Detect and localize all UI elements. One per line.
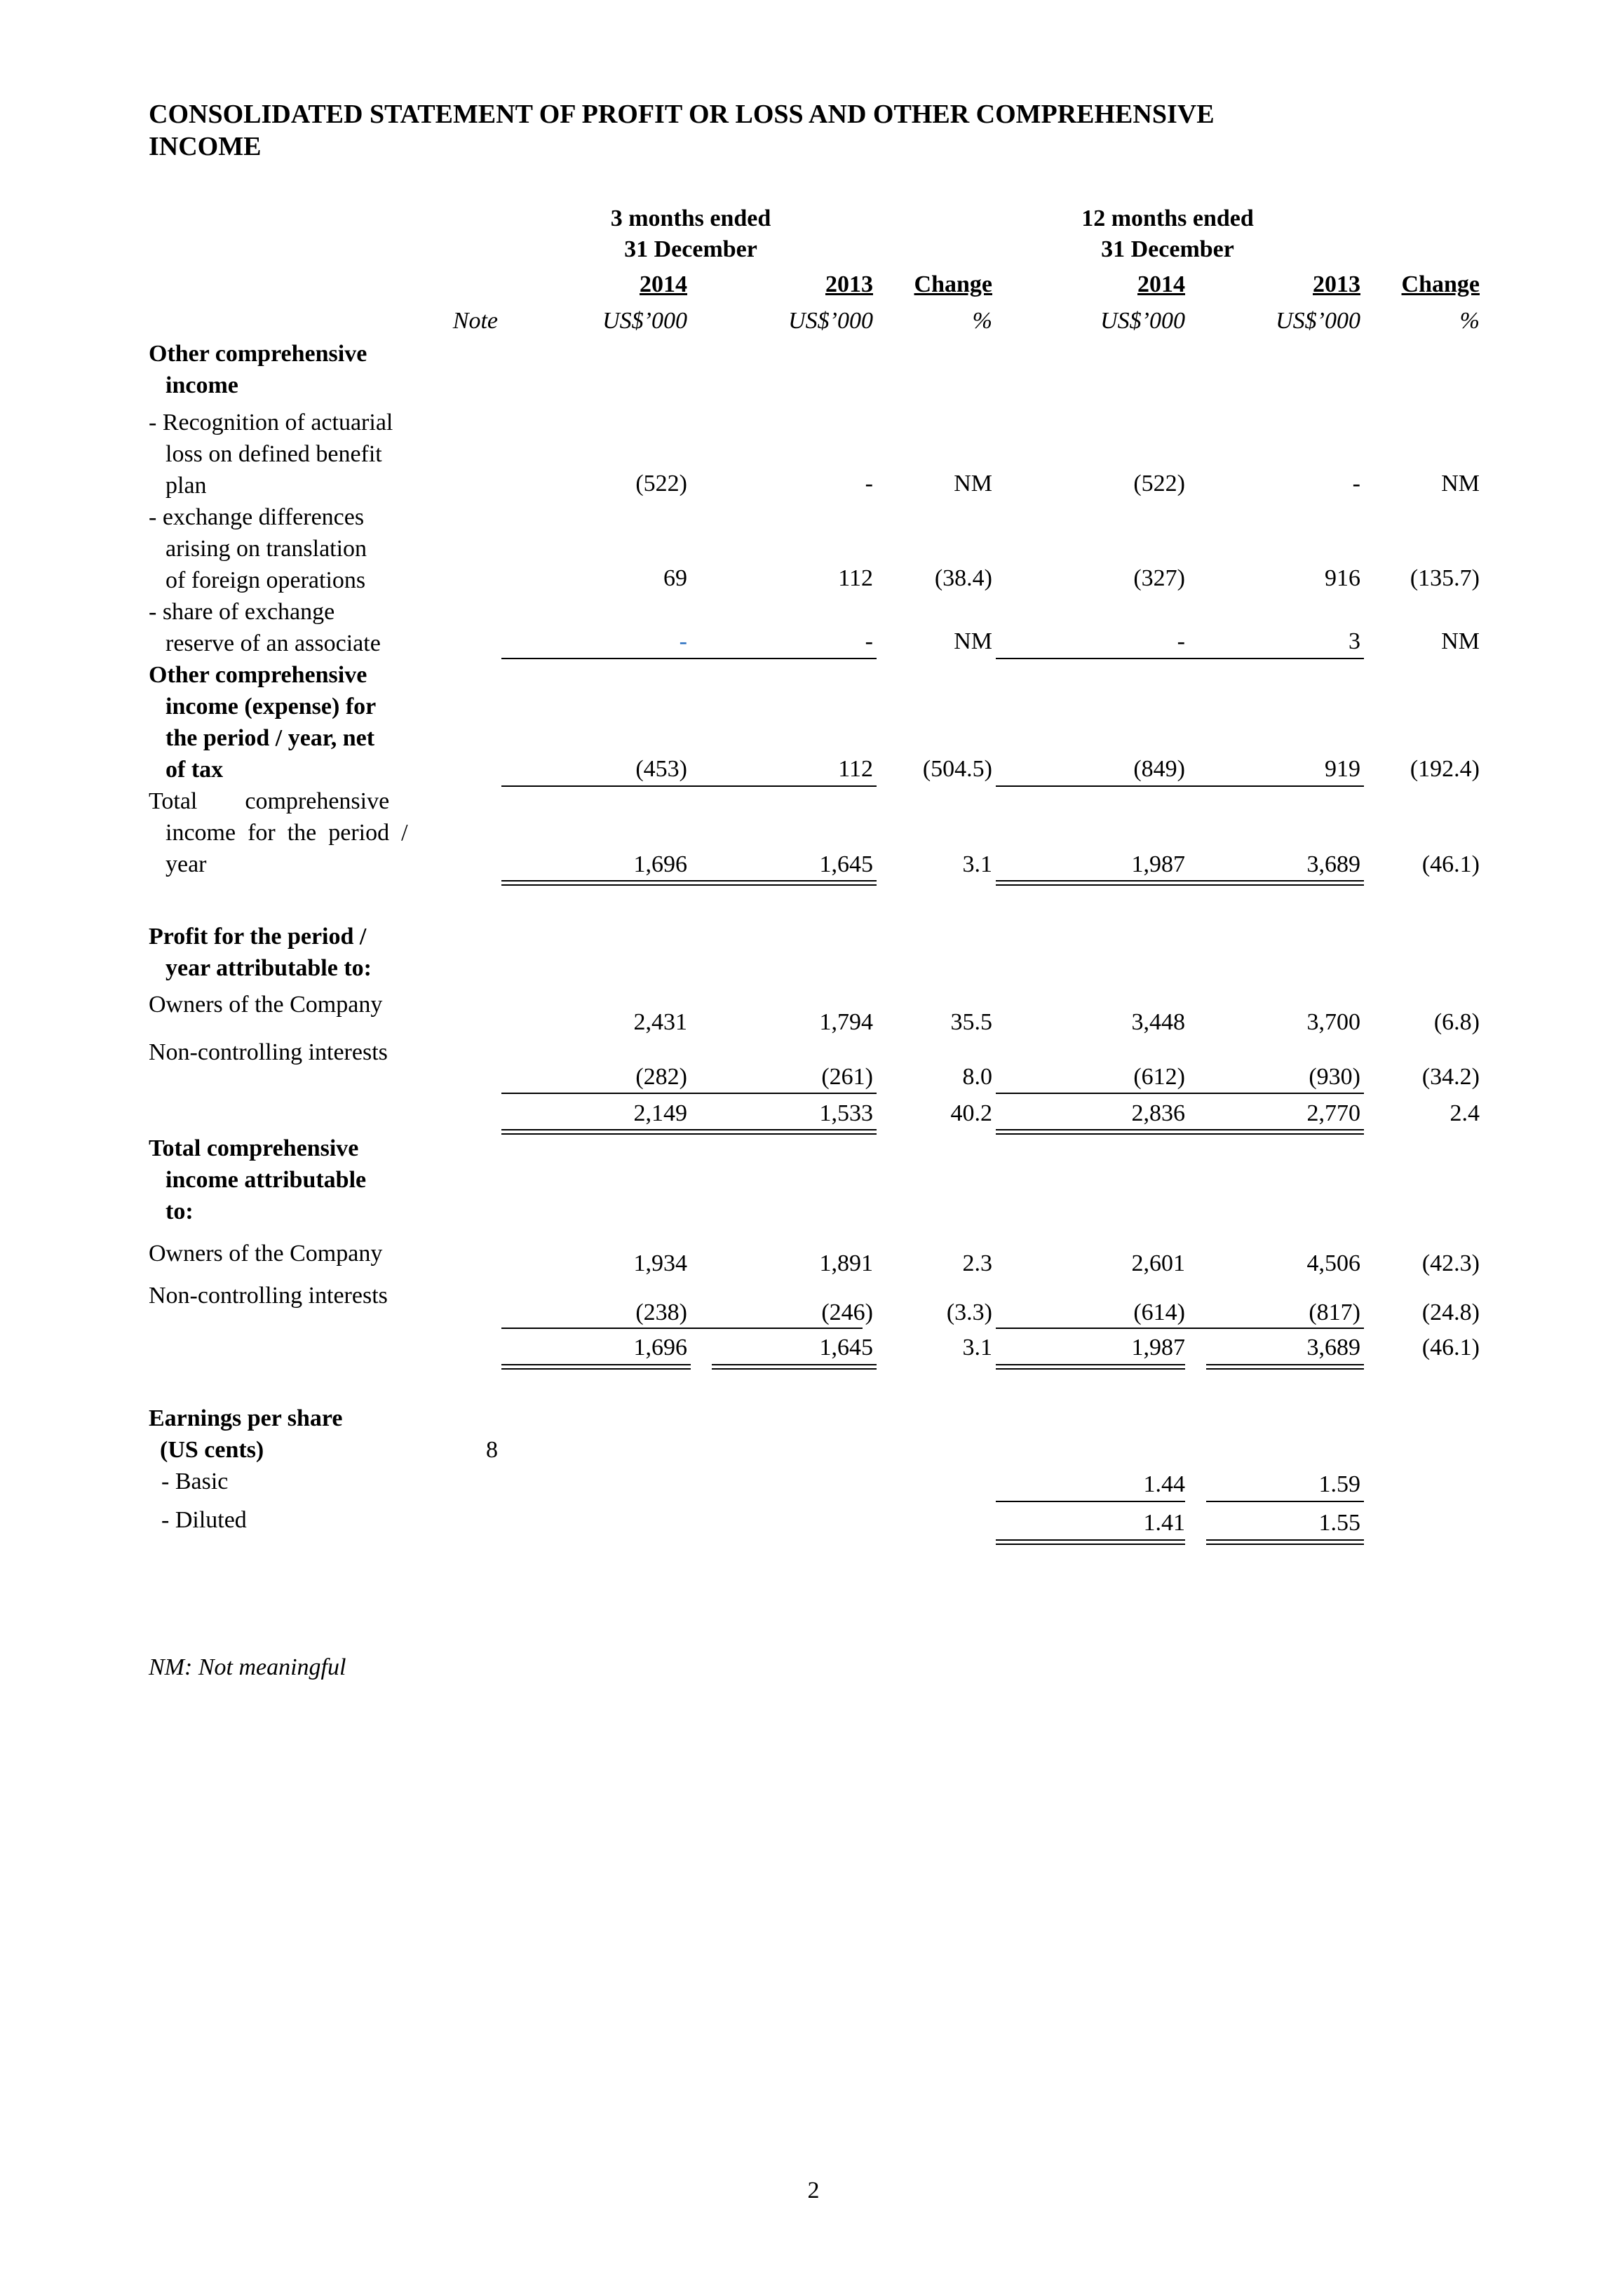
cell: NM: [954, 471, 992, 497]
cell: NM: [1441, 471, 1480, 497]
cell: 3,448: [1131, 1009, 1185, 1035]
unit-3m-change: %: [972, 308, 992, 334]
cell: (135.7): [1410, 565, 1480, 591]
cell: (453): [635, 756, 687, 782]
cell: 69: [663, 565, 687, 591]
cell: (46.1): [1421, 1335, 1480, 1360]
cell: (614): [1133, 1299, 1185, 1325]
cell: 919: [1325, 756, 1360, 782]
cell: 1,987: [1131, 1335, 1185, 1360]
double-rule: [996, 1364, 1185, 1370]
col-header-12m-2014: 2014: [1137, 271, 1185, 297]
cell: 3.1: [962, 851, 992, 877]
row-label-eps-basic: - Basic: [161, 1468, 229, 1494]
double-rule: [996, 1129, 1364, 1135]
rule: [501, 1328, 863, 1329]
section-heading-profit-attributable: Profit for the period / year attributable to:: [149, 924, 372, 981]
cell: 2,431: [633, 1009, 687, 1035]
cell: 2,601: [1131, 1250, 1185, 1276]
cell: 3,689: [1306, 1335, 1360, 1360]
cell: 1.59: [1318, 1471, 1360, 1497]
cell: 3.1: [962, 1335, 992, 1360]
double-rule: [996, 1539, 1185, 1545]
rule: [501, 1093, 877, 1094]
cell: 2,836: [1131, 1100, 1185, 1126]
section-heading-tci-attributable: Total comprehensive income attributable to:: [149, 1135, 367, 1224]
double-rule: [1206, 1539, 1364, 1545]
rule: [501, 785, 877, 787]
row-label-nci: Non-controlling interests: [149, 1039, 388, 1065]
cell: 1,645: [819, 1335, 873, 1360]
cell: (3.3): [946, 1299, 992, 1325]
col-header-12m-change: Change: [1401, 271, 1480, 297]
cell: 2.4: [1449, 1100, 1480, 1126]
double-rule: [501, 880, 877, 886]
cell: 35.5: [950, 1009, 992, 1035]
cell: (522): [635, 471, 687, 497]
section-heading-eps: Earnings per share (US cents): [149, 1405, 343, 1463]
double-rule: [996, 880, 1364, 886]
row-label-oci-net-of-tax: Other comprehensive income (expense) for the period / year, net of tax: [149, 662, 377, 783]
cell: 1,696: [633, 1335, 687, 1360]
col-header-3m-change: Change: [914, 271, 992, 297]
rule: [996, 1093, 1364, 1094]
page-number: 2: [807, 2177, 820, 2203]
header-3-months-line-2: 31 December: [624, 236, 757, 262]
cell: 1.41: [1143, 1510, 1185, 1536]
cell: 1,891: [819, 1250, 873, 1276]
cell: -: [865, 471, 873, 497]
rule: [996, 658, 1364, 659]
row-label-nci: Non-controlling interests: [149, 1283, 388, 1309]
double-rule: [712, 1364, 877, 1370]
rule: [501, 658, 877, 659]
cell: (46.1): [1421, 851, 1480, 877]
cell: (6.8): [1433, 1009, 1480, 1035]
cell: (261): [821, 1064, 873, 1090]
row-label-exchange-differences: - exchange differences arising on translation of foreign operations: [149, 504, 367, 593]
cell: NM: [954, 628, 992, 654]
col-header-note: Note: [452, 308, 498, 334]
cell: (930): [1309, 1064, 1360, 1090]
cell: 3: [1349, 628, 1360, 654]
header-3-months-line-1: 3 months ended: [610, 205, 771, 231]
unit-3m-2013: US$’000: [788, 308, 873, 334]
row-label-owners: Owners of the Company: [149, 1241, 383, 1267]
unit-12m-change: %: [1459, 308, 1480, 334]
cell: (42.3): [1421, 1250, 1480, 1276]
cell: 8.0: [962, 1064, 992, 1090]
cell: NM: [1441, 628, 1480, 654]
statement-title-line-2: INCOME: [149, 132, 262, 161]
row-label-total-comprehensive-income: Total comprehensive income for the period / year: [149, 788, 408, 877]
rule: [996, 785, 1364, 787]
row-label-eps-diluted: - Diluted: [161, 1507, 247, 1533]
cell: (282): [635, 1064, 687, 1090]
cell: 916: [1325, 565, 1360, 591]
col-header-12m-2013: 2013: [1313, 271, 1360, 297]
cell: 1.44: [1143, 1471, 1185, 1497]
cell: (246): [821, 1299, 873, 1325]
rule: [996, 1328, 1364, 1329]
cell: -: [1177, 628, 1185, 654]
cell: 1,987: [1131, 851, 1185, 877]
cell: 1,696: [633, 851, 687, 877]
cell: (849): [1133, 756, 1185, 782]
double-rule: [501, 1129, 877, 1135]
row-label-actuarial-loss: - Recognition of actuarial loss on defined benefit plan: [149, 410, 393, 499]
cell: -: [865, 628, 873, 654]
header-12-months-line-1: 12 months ended: [1081, 205, 1254, 231]
cell: 1.55: [1318, 1510, 1360, 1536]
cell: 1,533: [819, 1100, 873, 1126]
double-rule: [1206, 1364, 1364, 1370]
row-label-owners: Owners of the Company: [149, 992, 383, 1018]
cell: 3,689: [1306, 851, 1360, 877]
cell: 2,149: [633, 1100, 687, 1126]
cell: (504.5): [922, 756, 992, 782]
cell: (327): [1133, 565, 1185, 591]
cell: 1,645: [819, 851, 873, 877]
cell: (24.8): [1421, 1299, 1480, 1325]
col-header-3m-2014: 2014: [640, 271, 687, 297]
unit-12m-2014: US$’000: [1100, 308, 1185, 334]
cell: 2.3: [962, 1250, 992, 1276]
row-label-share-of-exchange-reserve: - share of exchange reserve of an associate: [149, 599, 381, 656]
col-header-3m-2013: 2013: [825, 271, 873, 297]
double-rule: [501, 1364, 691, 1370]
header-12-months-line-2: 31 December: [1101, 236, 1234, 262]
cell: 112: [838, 565, 873, 591]
cell: (522): [1133, 471, 1185, 497]
cell: 3,700: [1306, 1009, 1360, 1035]
cell: 40.2: [950, 1100, 992, 1126]
cell: -: [679, 628, 687, 654]
cell: (192.4): [1410, 756, 1480, 782]
section-heading-oci: Other comprehensive income: [149, 341, 367, 398]
cell: 112: [838, 756, 873, 782]
rule: [996, 1501, 1185, 1502]
unit-12m-2013: US$’000: [1276, 308, 1360, 334]
cell: (38.4): [934, 565, 992, 591]
footnote-nm: NM: Not meaningful: [149, 1654, 346, 1680]
cell: 1,794: [819, 1009, 873, 1035]
rule: [1206, 1501, 1364, 1502]
cell: 2,770: [1306, 1100, 1360, 1126]
cell: (238): [635, 1299, 687, 1325]
cell: (817): [1309, 1299, 1360, 1325]
statement-title-line-1: CONSOLIDATED STATEMENT OF PROFIT OR LOSS AND OTHER COMPREHENSIVE: [149, 100, 1215, 129]
cell: 1,934: [633, 1250, 687, 1276]
eps-note-ref: 8: [486, 1437, 498, 1463]
cell: -: [1352, 471, 1360, 497]
cell: (34.2): [1421, 1064, 1480, 1090]
unit-3m-2014: US$’000: [602, 308, 687, 334]
cell: (612): [1133, 1064, 1185, 1090]
cell: 4,506: [1306, 1250, 1360, 1276]
